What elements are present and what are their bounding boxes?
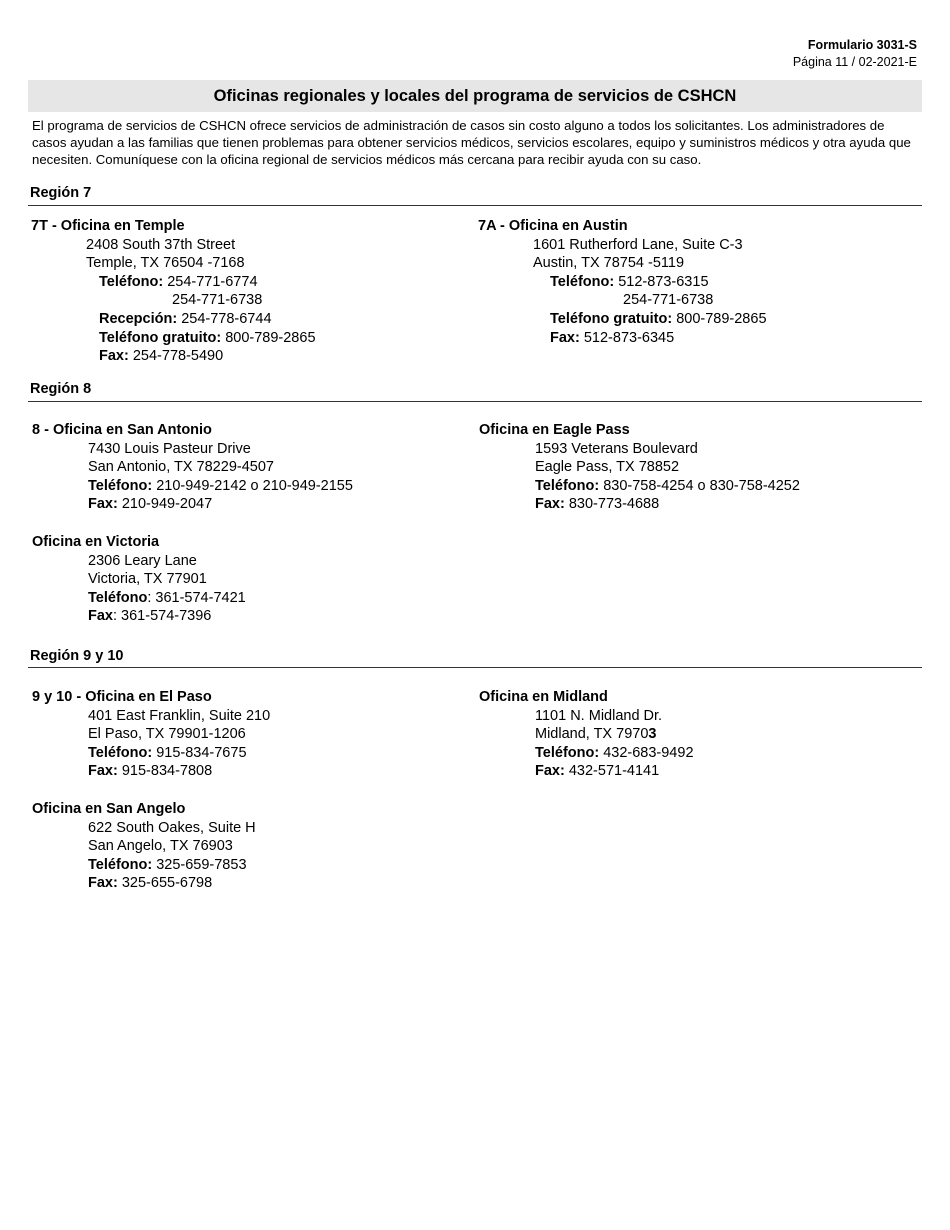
- office-street: 7430 Louis Pasteur Drive: [88, 440, 251, 457]
- office-phone: Teléfono: 210-949-2142 o 210-949-2155: [88, 477, 353, 494]
- office-city: Midland, TX 79703: [535, 726, 657, 743]
- office-city: San Antonio, TX 78229-4507: [88, 459, 274, 476]
- office-name: Oficina en Eagle Pass: [479, 422, 630, 438]
- office-name: Oficina en Victoria: [32, 534, 160, 550]
- office-street: 2306 Leary Lane: [88, 552, 197, 569]
- page-title: Oficinas regionales y locales del programa de servicios de CSHCN: [28, 80, 922, 112]
- region-9-10-title: Región 9 y 10: [30, 648, 124, 664]
- region-7-title: Región 7: [30, 185, 92, 201]
- page-info: Página 11 / 02-2021-E: [792, 55, 917, 69]
- office-temple: [31, 217, 316, 366]
- office-name: 7A - Oficina en Austin: [478, 218, 628, 234]
- office-fax: Fax: 210-949-2047: [88, 496, 213, 513]
- office-street: 401 East Franklin, Suite 210: [88, 707, 271, 724]
- office-phone: Teléfono: 361-574-7421: [88, 589, 246, 606]
- office-city: Victoria, TX 77901: [88, 571, 207, 588]
- office-midland: [479, 688, 694, 781]
- region-8-divider: [28, 401, 922, 402]
- office-phone: Teléfono: 830-758-4254 o 830-758-4252: [535, 477, 800, 494]
- office-street: 622 South Oakes, Suite H: [88, 819, 256, 836]
- office-tollfree: Teléfono gratuito: 800-789-2865: [99, 329, 316, 346]
- office-phone: Teléfono: 254-771-6774: [99, 273, 258, 290]
- office-fax: Fax: 254-778-5490: [99, 348, 224, 365]
- office-name: Oficina en Midland: [479, 689, 608, 705]
- office-fax: Fax: 830-773-4688: [535, 496, 660, 513]
- office-city: San Angelo, TX 76903: [88, 838, 233, 855]
- office-fax: Fax: 361-574-7396: [88, 608, 212, 625]
- office-name: 8 - Oficina en San Antonio: [32, 422, 212, 438]
- office-street: 1593 Veterans Boulevard: [535, 440, 698, 457]
- office-austin: [478, 217, 767, 347]
- office-san-antonio: [32, 421, 353, 514]
- office-street: 1101 N. Midland Dr.: [535, 707, 663, 724]
- office-name: 7T - Oficina en Temple: [31, 218, 185, 234]
- office-fax: Fax: 915-834-7808: [88, 763, 213, 780]
- office-phone: Teléfono: 915-834-7675: [88, 744, 247, 761]
- office-city: Temple, TX 76504 -7168: [86, 255, 245, 272]
- office-phone-alt: 254-771-6738: [172, 292, 263, 309]
- region-8-title: Región 8: [30, 381, 92, 397]
- office-fax: Fax: 432-571-4141: [535, 763, 660, 780]
- region-9-10-divider: [28, 667, 922, 668]
- office-city: El Paso, TX 79901-1206: [88, 726, 246, 743]
- region-7-divider: [28, 205, 922, 206]
- form-number: Formulario 3031-S: [807, 38, 917, 52]
- office-fax: Fax: 325-655-6798: [88, 875, 213, 892]
- office-city: Eagle Pass, TX 78852: [535, 459, 680, 476]
- office-city: Austin, TX 78754 -5119: [533, 255, 685, 272]
- office-san-angelo: [32, 800, 256, 893]
- office-reception: Recepción: 254-778-6744: [99, 310, 272, 327]
- office-tollfree: Teléfono gratuito: 800-789-2865: [550, 310, 767, 327]
- office-street: 1601 Rutherford Lane, Suite C-3: [533, 236, 743, 253]
- office-victoria: [32, 533, 246, 626]
- office-eagle-pass: [479, 421, 800, 514]
- office-name: 9 y 10 - Oficina en El Paso: [32, 689, 212, 705]
- office-street: 2408 South 37th Street: [86, 236, 236, 253]
- office-phone: Teléfono: 512-873-6315: [550, 273, 709, 290]
- intro-paragraph: El programa de servicios de CSHCN ofrece servicios de administración de casos sin costo alguno a todos los solicitantes. Los administradores de casos ayudan a las familias que tienen problemas para obtener servicios médicos, servicios escolares, equipo y suministros médicos y otra ayuda que necesiten. Comuníquese con la oficina regional de servicios médicos más cercana para recibir ayuda con su caso.: [32, 118, 911, 167]
- office-name: Oficina en San Angelo: [32, 801, 186, 817]
- office-fax: Fax: 512-873-6345: [550, 329, 675, 346]
- office-phone: Teléfono: 432-683-9492: [535, 744, 694, 761]
- office-phone-alt: 254-771-6738: [623, 292, 714, 309]
- office-el-paso: [32, 688, 270, 781]
- office-phone: Teléfono: 325-659-7853: [88, 856, 247, 873]
